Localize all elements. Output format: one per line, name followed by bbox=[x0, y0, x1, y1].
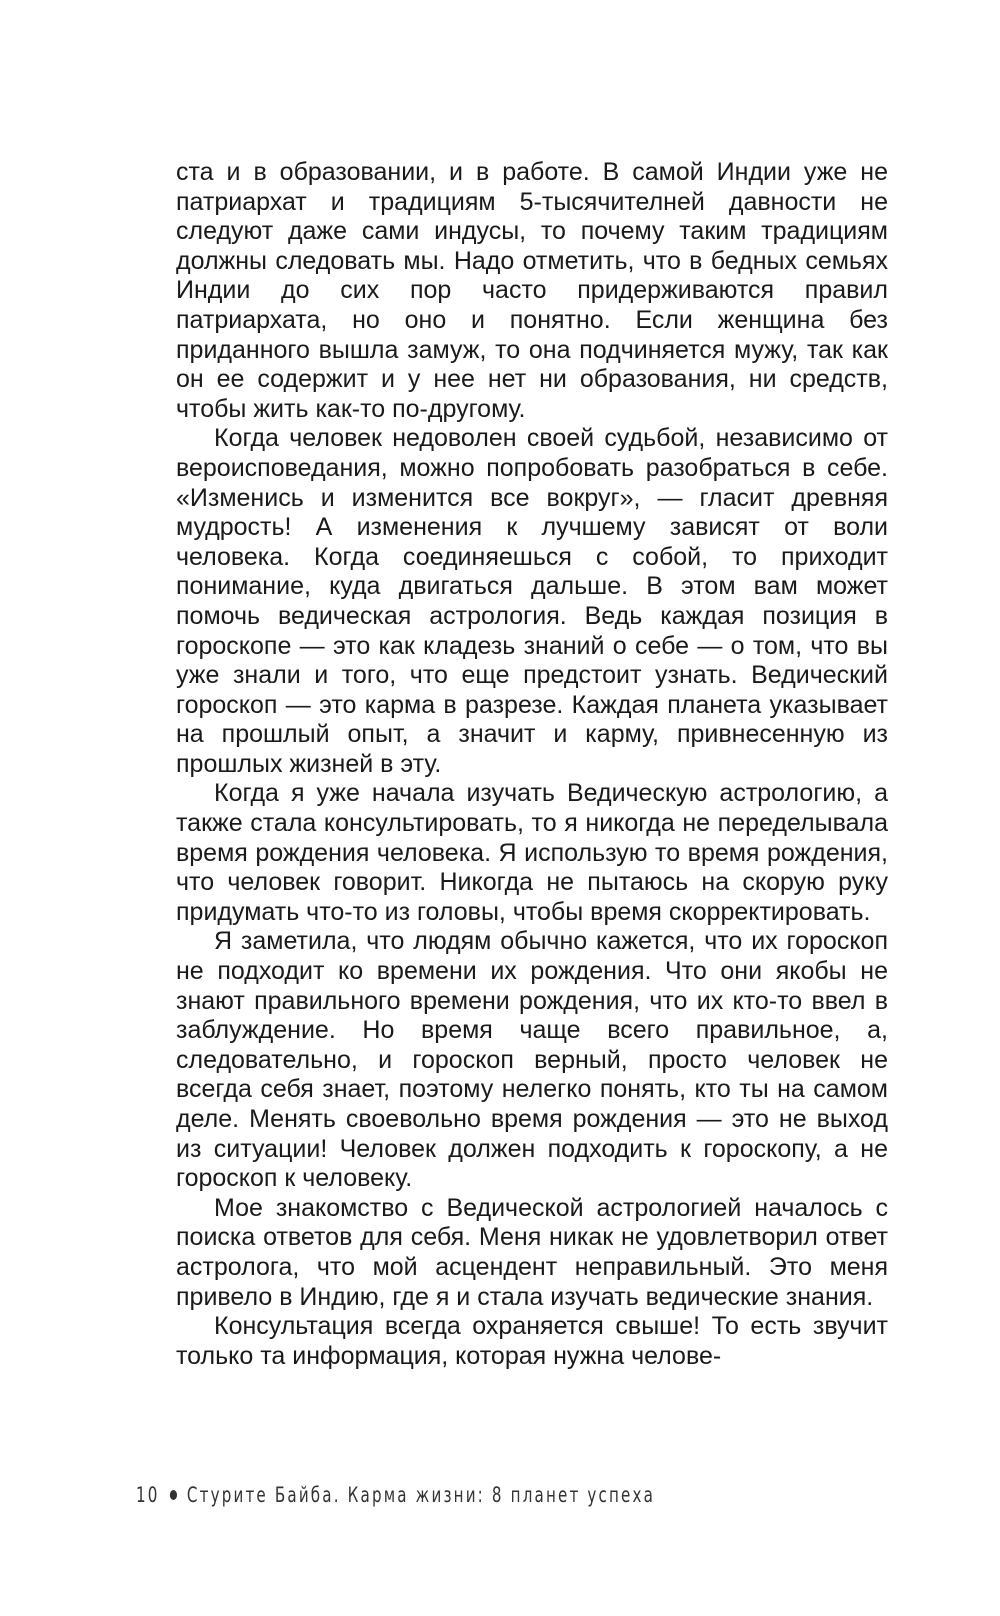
page-number: 10 bbox=[136, 1483, 160, 1507]
paragraph: Мое знакомство с Ведической астрологией началось с поиска ответов для себя. Меня никак не удовлетворил ответ астролога, что мой асцендент неправильный. Это меня привело в Индию, где я и стала изучать ведические знания. bbox=[176, 1193, 888, 1311]
paragraph: Когда я уже начала изучать Ведическую астрологию, а также стала консультировать, то я никогда не переделывала время рождения человека. Я использую то время рождения, что человек говорит. Никогда не пытаюсь на скорую руку придумать что-то из головы, чтобы время скорректировать. bbox=[176, 779, 888, 926]
body-text bbox=[176, 158, 888, 1371]
paragraph: Консультация всегда охраняется свыше! То есть звучит только та информация, которая нужна челове- bbox=[176, 1312, 888, 1370]
paragraph: ста и в образовании, и в работе. В самой Индии уже не патриархат и традициям 5-тысячителней давности не следуют даже сами индусы, то почему таким традициям должны следовать мы. Надо отметить, что в бедных семьях Индии до сих пор часто придерживаются правил патриархата, но оно и понятно. Если женщина без приданного вышла замуж, то она подчиняется мужу, так как он ее содержит и у нее нет ни образования, ни средств, чтобы жить как-то по-другому. bbox=[176, 158, 888, 423]
page-footer bbox=[136, 1483, 655, 1507]
paragraph: Когда человек недоволен своей судьбой, независимо от вероисповедания, можно попробовать разобраться в себе. «Изменись и изменится все вокруг», — гласит древняя мудрость! А изменения к лучшему зависят от воли человека. Когда соединяешься с собой, то приходит понимание, куда двигаться дальше. В этом вам может помочь ведическая астрология. Ведь каждая позиция в гороскопе — это как кладезь знаний о себе — о том, что вы уже знали и того, что еще предстоит узнать. Ведический гороскоп — это карма в разрезе. Каждая планета указывает на прошлый опыт, а значит и карму, привнесенную из прошлых жизней в эту. bbox=[176, 424, 888, 778]
paragraph: Я заметила, что людям обычно кажется, что их гороскоп не подходит ко времени их рождения. Что они якобы не знают правильного времени рождения, что их кто-то ввел в заблуждение. Но время чаще всего правильное, а, следовательно, и гороскоп верный, просто человек не всегда себя знает, поэтому нелегко понять, кто ты на самом деле. Менять своевольно время рождения — это не выход из ситуации! Человек должен подходить к гороскопу, а не гороскоп к человеку. bbox=[176, 927, 888, 1193]
bullet-separator-icon bbox=[170, 1490, 177, 1500]
running-title: Стурите Байба. Карма жизни: 8 планет успеха bbox=[186, 1483, 656, 1507]
